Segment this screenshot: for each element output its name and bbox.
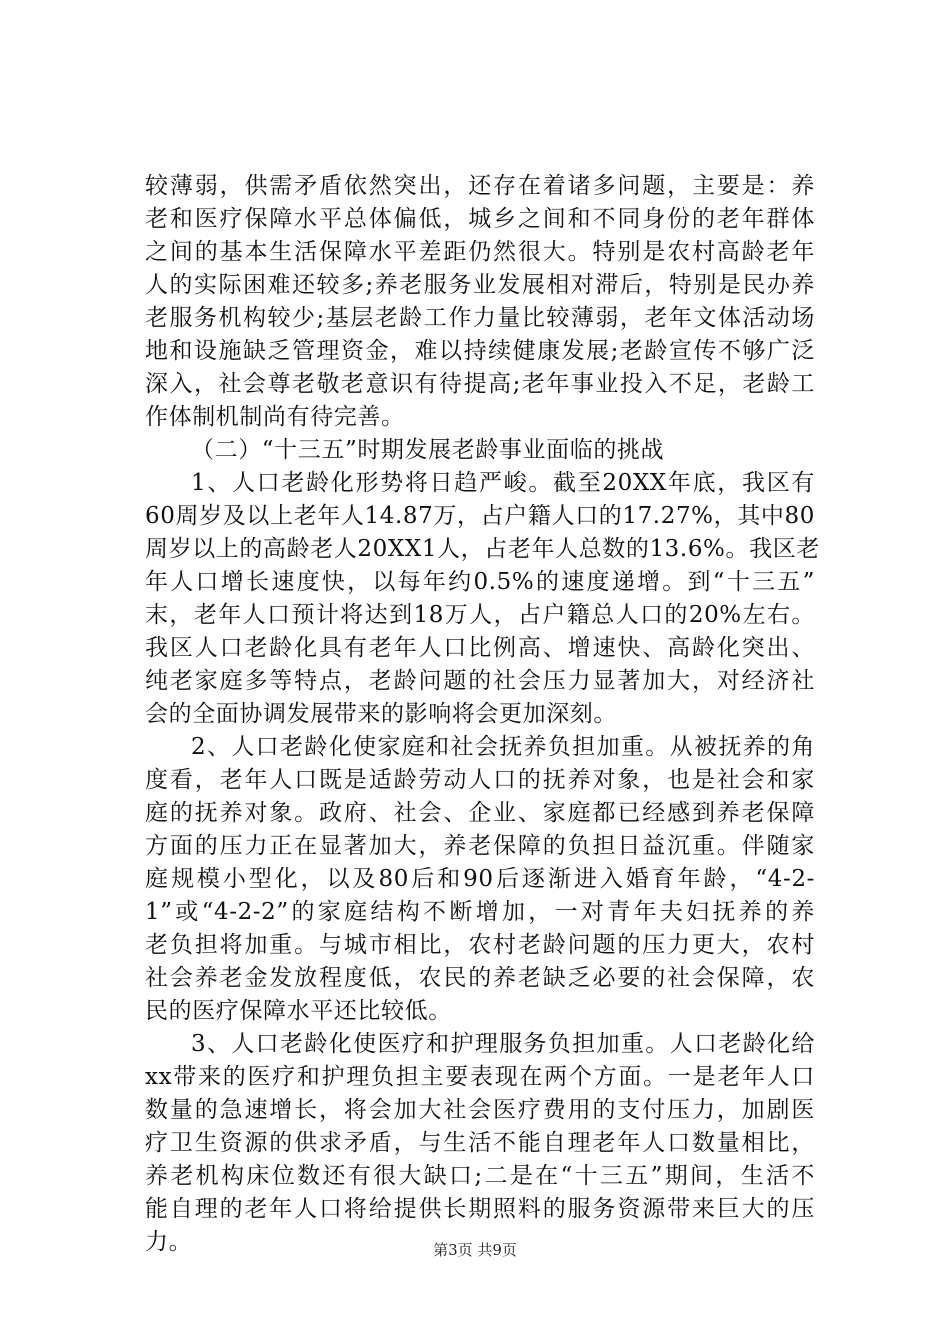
body-line: 我区人口老龄化具有老年人口比例高、增速快、高龄化突出、	[145, 635, 815, 661]
body-line: 纯老家庭多等特点，老龄问题的社会压力显著加大，对经济社	[145, 668, 815, 694]
body-line: 力。	[145, 1229, 193, 1255]
body-line: 老负担将加重。与城市相比，农村老龄问题的压力更大，农村	[145, 932, 815, 958]
body-line: 老服务机构较少;基层老龄工作力量比较薄弱，老年文体活动场	[145, 305, 815, 331]
body-line: xx带来的医疗和护理负担主要表现在两个方面。一是老年人口	[145, 1064, 815, 1090]
body-line: 民的医疗保障水平还比较低。	[145, 998, 452, 1024]
section-heading: （二）“十三五”时期发展老龄事业面临的挑战	[191, 437, 665, 463]
body-line: 疗卫生资源的供求矛盾，与生活不能自理老年人口数量相比，	[145, 1130, 815, 1156]
body-line: 社会养老金发放程度低，农民的养老缺乏必要的社会保障，农	[145, 965, 815, 991]
body-line: 末，老年人口预计将达到18万人，占户籍总人口的20%左右。	[145, 602, 815, 628]
body-line: 庭的抚养对象。政府、社会、企业、家庭都已经感到养老保障	[145, 800, 815, 826]
body-line: 深入，社会尊老敬老意识有待提高;老年事业投入不足，老龄工	[145, 371, 815, 397]
body-line: 度看，老年人口既是适龄劳动人口的抚养对象，也是社会和家	[145, 767, 815, 793]
body-line: 年人口增长速度快，以每年约0.5%的速度递增。到“十三五”	[145, 569, 815, 595]
body-line: 能自理的老年人口将给提供长期照料的服务资源带来巨大的压	[145, 1196, 815, 1222]
body-line: 老和医疗保障水平总体偏低，城乡之间和不同身份的老年群体	[145, 206, 815, 232]
body-line: 3、人口老龄化使医疗和护理服务负担加重。人口老龄化给	[191, 1031, 815, 1057]
body-line: 作体制机制尚有待完善。	[145, 404, 405, 430]
body-line: 庭规模小型化，以及80后和90后逐渐进入婚育年龄，“4-2-	[145, 866, 815, 892]
body-line: 60周岁及以上老年人14.87万，占户籍人口的17.27%，其中80	[145, 503, 815, 529]
body-line: 较薄弱，供需矛盾依然突出，还存在着诸多问题，主要是：养	[145, 173, 815, 199]
body-line: 人的实际困难还较多;养老服务业发展相对滞后，特别是民办养	[145, 272, 815, 298]
body-line: 2、人口老龄化使家庭和社会抚养负担加重。从被抚养的角	[191, 734, 815, 760]
body-line: 方面的压力正在显著加大，养老保障的负担日益沉重。伴随家	[145, 833, 815, 859]
body-line: 会的全面协调发展带来的影响将会更加深刻。	[145, 701, 617, 727]
document-body	[145, 170, 820, 1259]
body-line: 周岁以上的高龄老人20XX1人，占老年人总数的13.6%。我区老	[145, 536, 820, 562]
page-number-footer: 第3页 共9页	[433, 1241, 517, 1259]
body-line: 之间的基本生活保障水平差距仍然很大。特别是农村高龄老年	[145, 239, 815, 265]
body-line: 1、人口老龄化形势将日趋严峻。截至20XX年底，我区有	[191, 470, 815, 496]
body-line: 1”或“4-2-2”的家庭结构不断增加，一对青年夫妇抚养的养	[145, 899, 815, 925]
body-line: 养老机构床位数还有很大缺口;二是在“十三五”期间，生活不	[145, 1163, 815, 1189]
body-line: 数量的急速增长，将会加大社会医疗费用的支付压力，加剧医	[145, 1097, 815, 1123]
body-line: 地和设施缺乏管理资金，难以持续健康发展;老龄宣传不够广泛	[145, 338, 815, 364]
